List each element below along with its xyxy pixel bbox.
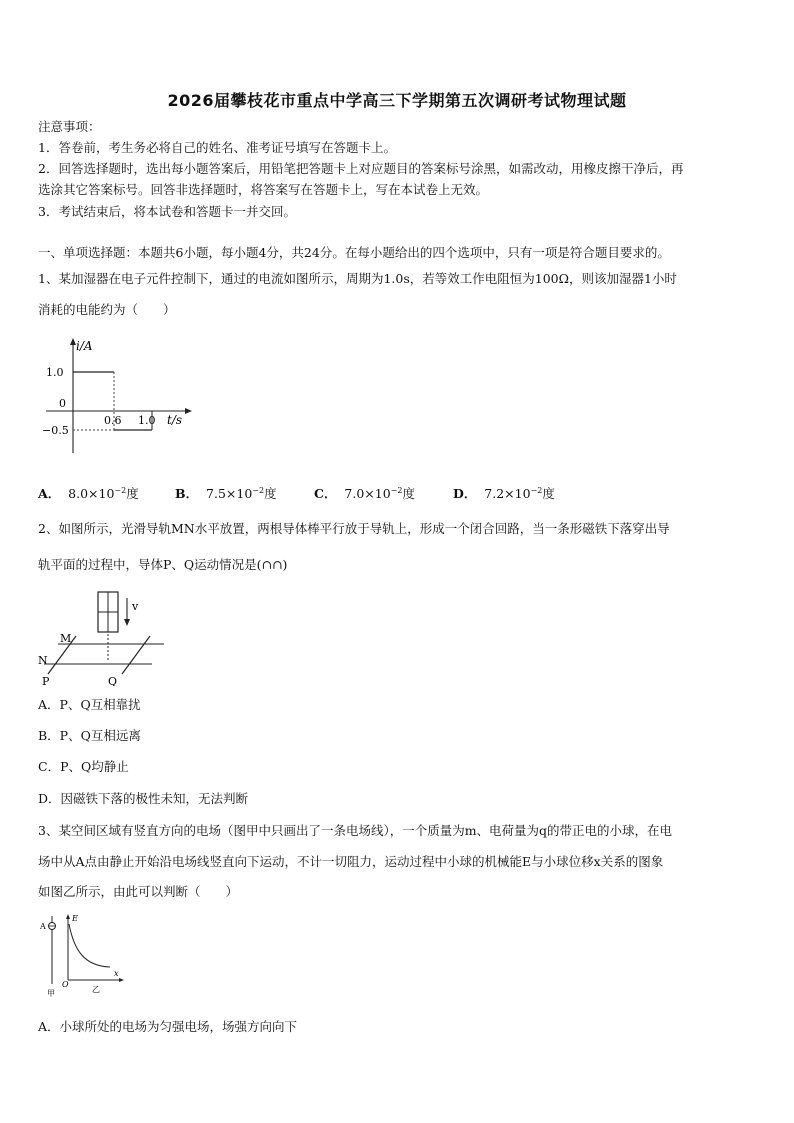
exam-title: 2026届攀枝花市重点中学高三下学期第五次调研考试物理试题 [167,91,627,110]
q1-options [38,484,758,502]
q1-graph-y-tick-0: 0 [59,397,66,410]
q3-label-yi: 乙 [92,985,100,994]
q3-label-e: E [72,914,78,923]
q3-stem-line2: 场中从A点由静止开始沿电场线竖直向下运动，不计一切阻力，运动过程中小球的机械能E与小球位移x关系的图象 [38,854,664,869]
q3-label-o: O [62,980,69,989]
q1-graph-x-tick-06: 0.6 [104,414,122,427]
q1-option-b[interactable]: B． $7.5\times 10^{-2}$度 [175,486,277,501]
q1-graph-y-tick-neg: −0.5 [42,424,69,437]
q2-label-p: P [42,675,50,686]
q2-stem-line2: 轨平面的过程中，导体P、Q运动情况是(∩∩) [38,557,288,572]
notice-item-2: 2．回答选择题时，选出每小题答案后，用铅笔把答题卡上对应题目的答案标号涂黑，如需改动，用橡皮擦干净后，再 [38,161,684,176]
q2-option-b[interactable]: B．P、Q互相远离 [38,728,141,743]
q1-graph-x-tick-10: 1.0 [138,414,156,427]
q3-stem-line1: 3、某空间区域有竖直方向的电场（图甲中只画出了一条电场线），一个质量为m、电荷量为q的带正电的小球，在电 [38,823,673,838]
notice-item-1: 1．答卷前，考生务必将自己的姓名、准考证号填写在答题卡上。 [38,140,396,155]
q1-option-c[interactable]: C． $7.0\times 10^{-2}$度 [314,486,415,501]
q1-option-d[interactable]: D． $7.2\times 10^{-2}$度 [453,486,555,501]
q3-stem-line3: 如图乙所示，由此可以判断（ ） [38,884,239,899]
q3-label-jia: 甲 [47,989,55,998]
q2-option-a[interactable]: A．P、Q互相靠扰 [38,697,141,712]
q3-option-a[interactable]: A．小球所处的电场为匀强电场，场强方向向下 [38,1019,298,1034]
q1-stem-line1: 1、某加湿器在电子元件控制下，通过的电流如图所示，周期为1.0s，若等效工作电阻恒为100Ω，则该加湿器1小时 [38,271,677,286]
q1-option-a[interactable]: A． $8.0\times 10^{-2}$度 [38,486,139,501]
q3-label-a: A [40,922,46,931]
notice-heading: 注意事项： [38,119,101,134]
q3-label-x: x [114,969,119,978]
q1-current-graph [40,335,200,453]
q3-field-energy-figure [38,912,128,998]
q2-label-q: Q [108,675,118,686]
q2-velocity-label: v [132,600,139,613]
q1-graph-x-label: t/s [167,413,183,427]
q2-magnet-rail-figure [36,588,171,686]
q2-option-c[interactable]: C．P、Q均静止 [38,759,129,774]
notice-item-3: 3．考试结束后，将本试卷和答题卡一并交回。 [38,204,296,219]
q2-label-n: N [38,654,48,667]
notice-item-2-cont: 选涂其它答案标号。回答非选择题时，将答案写在答题卡上，写在本试卷上无效。 [38,182,489,197]
q2-stem-line1: 2、如图所示，光滑导轨MN水平放置，两根导体棒平行放于导轨上，形成一个闭合回路，当一条形磁铁下落穿出导 [38,521,670,536]
q2-label-m: M [60,632,72,645]
q1-graph-y-label: i/A [76,339,93,353]
q1-graph-y-tick-1: 1.0 [46,366,64,379]
q1-stem-line2: 消耗的电能约为（ ） [38,302,176,317]
q2-option-d[interactable]: D．因磁铁下落的极性未知，无法判断 [38,791,249,806]
section-heading: 一、单项选择题：本题共6小题，每小题4分，共24分。在每小题给出的四个选项中，只有一项是符合题目要求的。 [38,245,670,260]
